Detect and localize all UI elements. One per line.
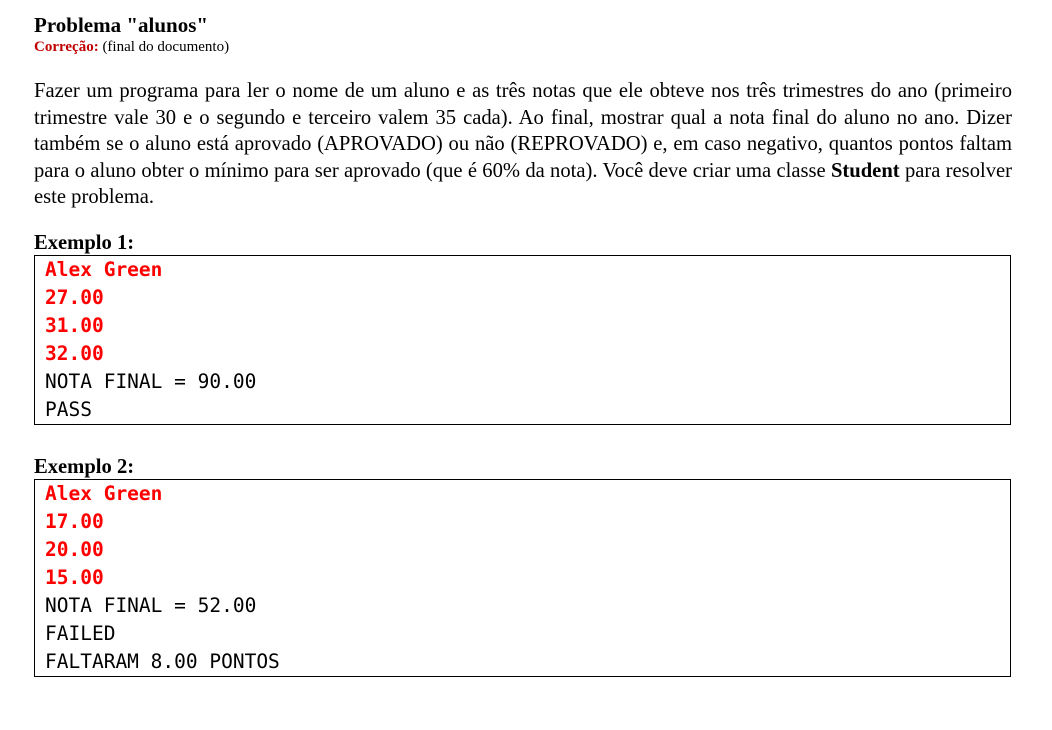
example-1-output-line: PASS <box>45 397 92 421</box>
correction-text: (final do documento) <box>98 39 230 55</box>
correction-note <box>34 38 1012 56</box>
document-page <box>34 12 1012 677</box>
example-2-input-line: 15.00 <box>45 565 104 589</box>
example-2-output-line: FALTARAM 8.00 PONTOS <box>45 649 280 673</box>
example-2-input-line: 17.00 <box>45 509 104 533</box>
problem-statement <box>34 78 1012 211</box>
example-1-input-line: Alex Green <box>45 257 163 281</box>
example-1-title: Exemplo 1: <box>34 231 135 254</box>
example-2-output-line: FAILED <box>45 621 116 645</box>
example-2-input-line: Alex Green <box>45 481 163 505</box>
example-1-input-line: 32.00 <box>45 341 104 365</box>
example-1-input-line: 31.00 <box>45 313 104 337</box>
correction-label: Correção: <box>34 39 99 55</box>
example-1-input-line: 27.00 <box>45 285 104 309</box>
example-1-output-line: NOTA FINAL = 90.00 <box>45 369 257 393</box>
example-2-title: Exemplo 2: <box>34 455 135 478</box>
example-1-box <box>34 255 1011 425</box>
example-2-box <box>34 479 1011 677</box>
problem-title: Problema "alunos" <box>34 13 209 37</box>
statement-part-2: para resolver este problema. <box>34 159 1013 208</box>
statement-class-name: Student <box>830 159 900 182</box>
example-2-input-line: 20.00 <box>45 537 104 561</box>
example-2-output-line: NOTA FINAL = 52.00 <box>45 593 257 617</box>
statement-part-1: Fazer um programa para ler o nome de um aluno e as três notas que ele obteve nos três trimestres do ano (primeiro trimestre vale 30 e o segundo e terceiro valem 35 cada). Ao final, mostrar qual a nota final do aluno no ano. Dizer também se o aluno está aprovado (APROVADO) ou não (REPROVADO) e, em caso negativo, quantos pontos faltam para o aluno obter o mínimo para ser aprovado (que é 60% da nota). Você deve criar uma classe <box>34 80 1012 182</box>
